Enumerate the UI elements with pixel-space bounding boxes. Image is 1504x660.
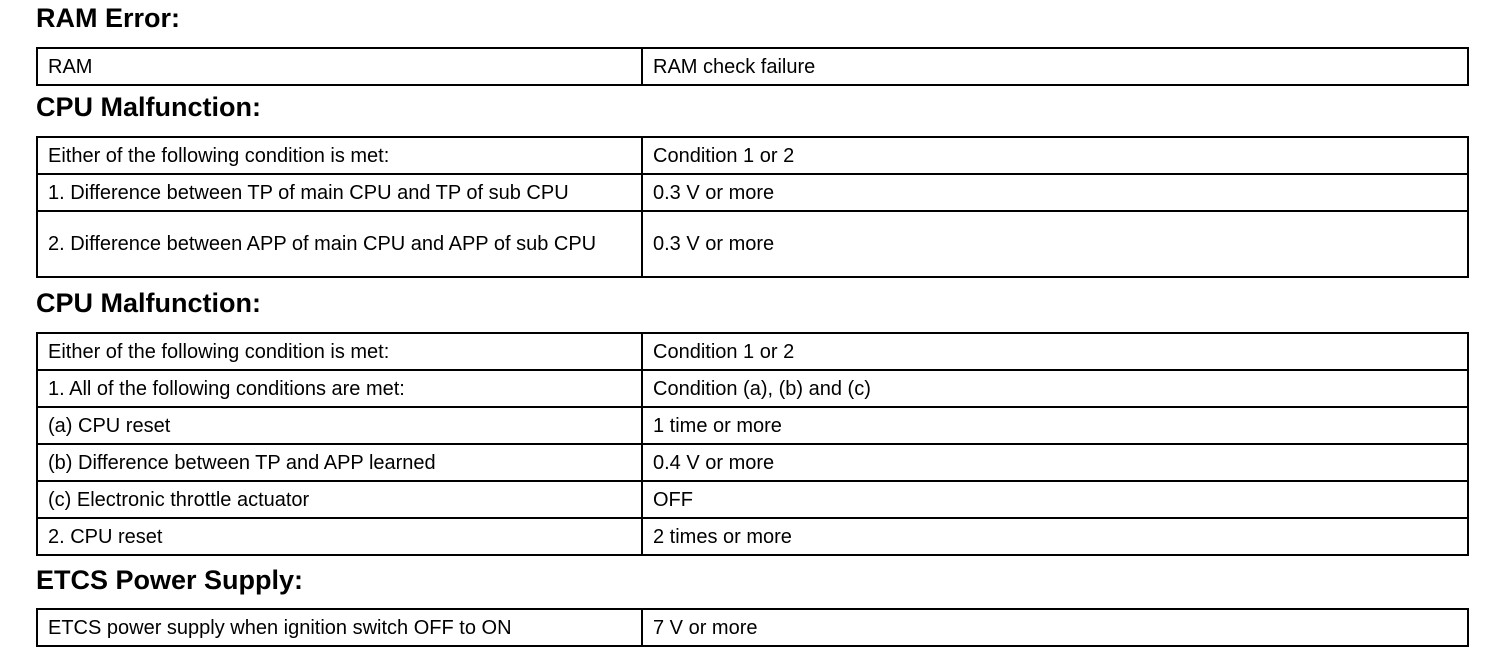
condition-cell: (a) CPU reset [37, 407, 642, 444]
value-cell: 1 time or more [642, 407, 1468, 444]
section-heading-ram-error: RAM Error: [36, 3, 181, 33]
condition-cell: (b) Difference between TP and APP learned [37, 444, 642, 481]
condition-cell: Either of the following condition is met: [37, 137, 642, 174]
value-cell: 2 times or more [642, 518, 1468, 555]
table-row [37, 444, 1468, 481]
value-cell: 7 V or more [642, 609, 1468, 646]
condition-cell: 2. Difference between APP of main CPU and APP of sub CPU [37, 211, 642, 277]
table-row [37, 48, 1468, 85]
table-row [37, 333, 1468, 370]
table-row [37, 211, 1468, 277]
etcs-power-supply-table [36, 608, 1469, 647]
value-cell: 0.3 V or more [642, 174, 1468, 211]
value-cell: 0.4 V or more [642, 444, 1468, 481]
condition-cell: 1. Difference between TP of main CPU and TP of sub CPU [37, 174, 642, 211]
ram-error-table [36, 47, 1469, 86]
value-cell: Condition (a), (b) and (c) [642, 370, 1468, 407]
table-row [37, 407, 1468, 444]
value-cell: RAM check failure [642, 48, 1468, 85]
value-cell: Condition 1 or 2 [642, 137, 1468, 174]
section-heading-cpu-malfunction-2: CPU Malfunction: [36, 288, 261, 318]
table-row [37, 609, 1468, 646]
condition-cell: 1. All of the following conditions are met: [37, 370, 642, 407]
table-row [37, 481, 1468, 518]
condition-cell: (c) Electronic throttle actuator [37, 481, 642, 518]
table-row [37, 518, 1468, 555]
table-row [37, 174, 1468, 211]
condition-cell: RAM [37, 48, 642, 85]
cpu-malfunction-table-1 [36, 136, 1469, 278]
table-row [37, 137, 1468, 174]
section-heading-cpu-malfunction-1: CPU Malfunction: [36, 92, 261, 122]
value-cell: OFF [642, 481, 1468, 518]
value-cell: Condition 1 or 2 [642, 333, 1468, 370]
condition-cell: ETCS power supply when ignition switch OFF to ON [37, 609, 642, 646]
condition-cell: 2. CPU reset [37, 518, 642, 555]
section-heading-etcs-power-supply: ETCS Power Supply: [36, 565, 304, 595]
cpu-malfunction-table-2 [36, 332, 1469, 556]
condition-cell: Either of the following condition is met: [37, 333, 642, 370]
table-row [37, 370, 1468, 407]
value-cell: 0.3 V or more [642, 211, 1468, 277]
